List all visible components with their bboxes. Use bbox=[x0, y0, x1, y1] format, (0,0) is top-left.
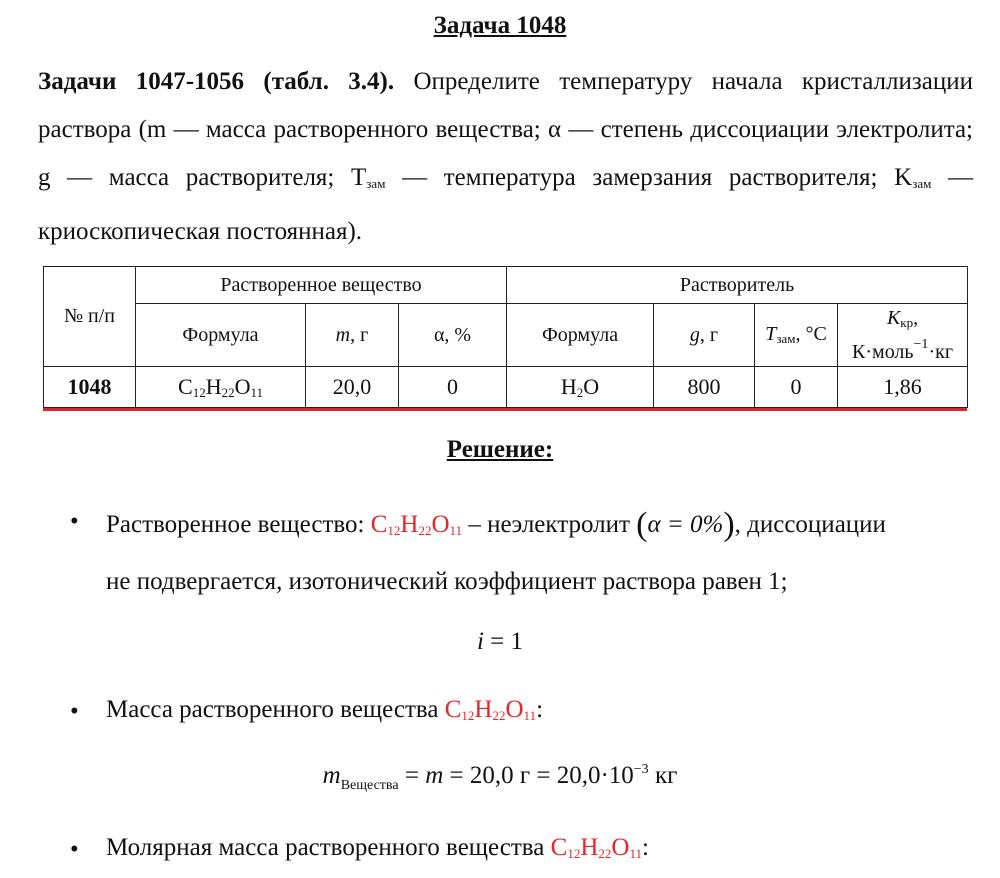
k-subscript: зам bbox=[912, 176, 932, 191]
header-mass: m, г bbox=[306, 304, 399, 367]
table-row bbox=[44, 367, 968, 408]
bullet-dot: • bbox=[70, 836, 79, 863]
solution-title: Решение: bbox=[446, 436, 554, 463]
bullet-dot: • bbox=[70, 508, 79, 535]
cell-solute-formula: $C_{12}H_{22}O_{11}$ bbox=[136, 367, 306, 408]
cell-cryo-constant: 1,86 bbox=[838, 367, 968, 408]
header-solute-formula: Формула bbox=[136, 304, 306, 367]
header-freeze-temp: $T_{зам}$, °C bbox=[755, 304, 838, 367]
bullet-solute-line2: не подвергается, изотонический коэффициент раствора равен 1; bbox=[106, 568, 788, 595]
table-underline bbox=[43, 408, 967, 411]
cell-solvent-mass: 800 bbox=[654, 367, 755, 408]
problem-text-1: Определите температуру начала кристаллизации раствора (m — масса растворенного вещества; α — степень диссоциации электролита; g — масса растворителя; T bbox=[38, 68, 974, 191]
solute-formula: $C_{12}H_{22}O_{11}$ bbox=[444, 696, 537, 723]
alpha-expression: α = 0% bbox=[647, 511, 724, 538]
header-solvent-mass: g, г bbox=[654, 304, 755, 367]
header-solvent: Растворитель bbox=[507, 267, 968, 304]
solute-formula: $C_{12}H_{22}O_{11}$ bbox=[550, 834, 642, 861]
problem-statement bbox=[38, 58, 973, 256]
equation-mass: $m_{Вещества} = m = 20,0$ $г = 20,0\cdot 10^{-3}$ кг bbox=[322, 762, 678, 793]
cell-mass: 20,0 bbox=[306, 367, 399, 408]
header-solvent-formula: Формула bbox=[507, 304, 654, 367]
header-cryo-constant: $K_{кр}$, К·моль$^{-1}$·кг bbox=[838, 304, 968, 367]
problem-text-2: — температура замерзания растворителя; K bbox=[385, 164, 913, 191]
bullet-solute-type: Растворенное вещество: $C_{12}H_{22}O_{11}$ – неэлектролит (α = 0%), диссоциации bbox=[106, 506, 886, 543]
problem-lead: Задачи 1047-1056 (табл. 3.4). bbox=[38, 68, 395, 95]
bullet-dot: • bbox=[70, 698, 79, 725]
cell-freeze-temp: 0 bbox=[755, 367, 838, 408]
problem-text-3: — криоскопическая постоянная). bbox=[38, 164, 973, 245]
header-number: № п/п bbox=[44, 267, 136, 367]
bullet-solute-mass: Масса растворенного вещества $C_{12}H_{22}O_{11}$: bbox=[106, 696, 544, 723]
cell-number: 1048 bbox=[44, 367, 136, 408]
t-subscript: зам bbox=[366, 176, 386, 191]
header-solute: Растворенное вещество bbox=[136, 267, 507, 304]
data-table bbox=[43, 266, 968, 408]
equation-isotonic: i = 1 bbox=[476, 628, 524, 655]
header-alpha: α, % bbox=[399, 304, 507, 367]
page-title: Задача 1048 bbox=[433, 12, 567, 39]
bullet-molar-mass: Молярная масса растворенного вещества $C_{12}H_{22}O_{11}$: bbox=[106, 834, 649, 861]
solute-formula: $C_{12}H_{22}O_{11}$ bbox=[370, 511, 463, 538]
cell-solvent-formula: $H_2O$ bbox=[507, 367, 654, 408]
cell-alpha: 0 bbox=[399, 367, 507, 408]
